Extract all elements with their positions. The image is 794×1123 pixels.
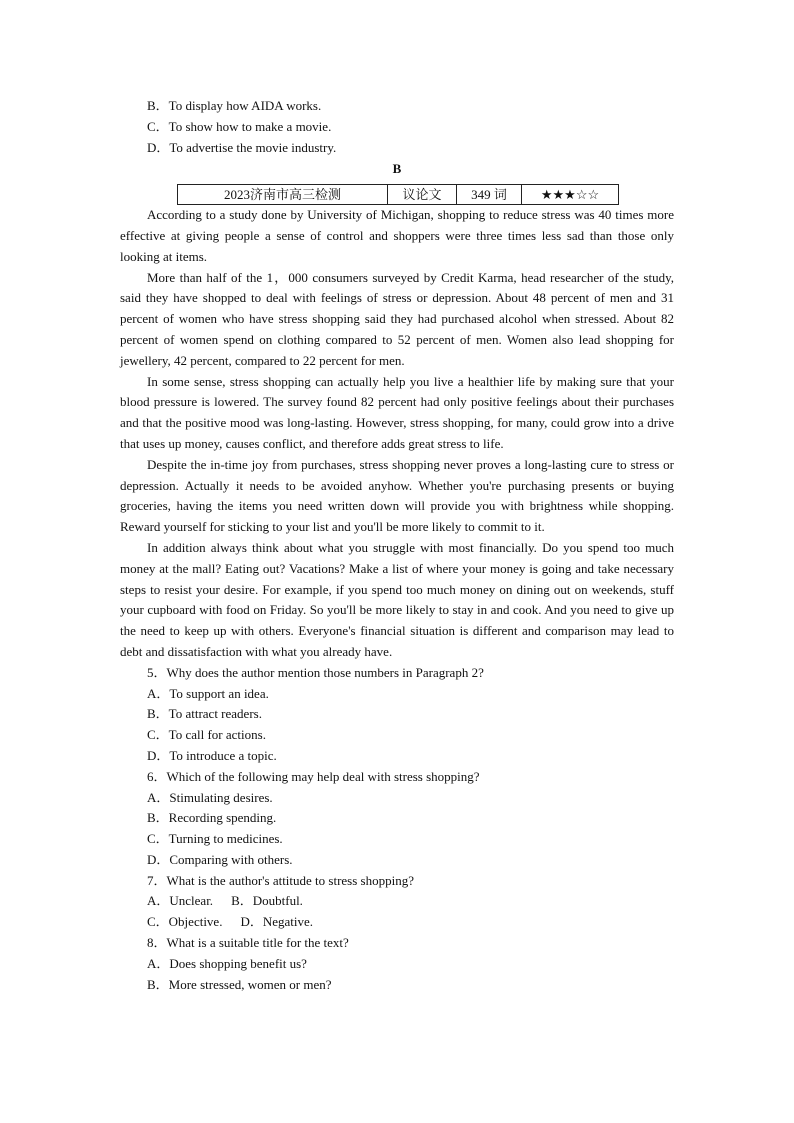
question-7-option-c: C．Objective. [147, 914, 223, 930]
meta-source: 2023济南市高三检测 [178, 185, 388, 205]
paragraph-5: In addition always think about what you struggle with most financially. Do you spend too much money at the mall? Eating out? Vacations? Make a list of where your money is going and take necessary steps to resist your desire. For example, if you spend too much money on dining out on weekends, stuff your cupboard with food on Friday. So you'll be more likely to stay in and cook. And you need to give up the need to keep up with others. Everyone's financial situation is different and comparison may lead to debt and dissatisfaction with what you already have. [120, 539, 674, 659]
question-5-option-b: B．To attract readers. [147, 706, 262, 722]
question-8-option-b: B．More stressed, women or men? [147, 976, 332, 992]
question-6-stem: 6．Which of the following may help deal with stress shopping? [147, 768, 480, 784]
question-7-options-row-2 [120, 912, 674, 933]
meta-genre: 议论文 [388, 185, 457, 205]
meta-words: 349 词 [457, 185, 522, 205]
prev-option-c: C．To show how to make a movie. [147, 118, 332, 134]
question-7-options-row-1 [120, 891, 674, 912]
question-5-option-a: A．To support an idea. [147, 685, 269, 701]
question-7-option-b: B．Doubtful. [231, 893, 303, 909]
question-7-option-d: D．Negative. [240, 914, 314, 930]
paragraph-2: More than half of the 1，000 consumers surveyed by Credit Karma, head researcher of the study, said they have shopped to deal with feelings of stress or depression. About 48 percent of men and 31 percent of women who have stress shopping said they had purchased alcohol when stressed. About 82 percent of women spend on clothing compared to 52 percent of men. Women also lead shopping for jewellery, 42 percent, compared to 22 percent for men. [120, 269, 674, 368]
question-6-option-d: D．Comparing with others. [147, 851, 293, 867]
question-6-option-c: C．Turning to medicines. [147, 831, 283, 847]
question-8-stem: 8．What is a suitable title for the text? [147, 935, 349, 951]
paragraph-3: In some sense, stress shopping can actually help you live a healthier life by making sure that your blood pressure is lowered. The survey found 82 percent had only positive feelings about their purchases and that the positive mood was long-lasting. However, stress shopping, for many, could grow into a drive that uses up money, causes conflict, and therefore adds great stress to life. [120, 373, 674, 451]
prev-option-b: B．To display how AIDA works. [147, 98, 322, 113]
question-7-option-a: A．Unclear. [147, 893, 214, 909]
paragraph-1: According to a study done by University of Michigan, shopping to reduce stress was 40 times more effective at giving people a sense of control and shoppers were three times less sad than those only looking at items. [120, 207, 674, 264]
question-5-option-c: C．To call for actions. [147, 727, 266, 743]
prev-option-d: D．To advertise the movie industry. [147, 139, 337, 155]
section-label: B [392, 161, 402, 177]
question-5-stem: 5．Why does the author mention those numbers in Paragraph 2? [147, 664, 484, 680]
meta-difficulty: ★★★☆☆ [522, 185, 619, 205]
paragraph-4: Despite the in-time joy from purchases, stress shopping never proves a long-lasting cure to stress or depression. Actually it needs to be avoided anyhow. Whether you're purchasing presents or buying groceries, having the items you need written down will provide you with brightness while shopping. Reward yourself for sticking to your list and you'll be more likely to commit to it. [120, 456, 674, 535]
passage-meta-table [177, 184, 619, 205]
question-8-option-a: A．Does shopping benefit us? [147, 955, 307, 971]
document-page [120, 96, 674, 995]
question-7-stem: 7．What is the author's attitude to stress shopping? [147, 872, 414, 888]
question-5-option-d: D．To introduce a topic. [147, 747, 277, 763]
question-6-option-a: A．Stimulating desires. [147, 789, 273, 805]
question-6-option-b: B．Recording spending. [147, 810, 277, 826]
